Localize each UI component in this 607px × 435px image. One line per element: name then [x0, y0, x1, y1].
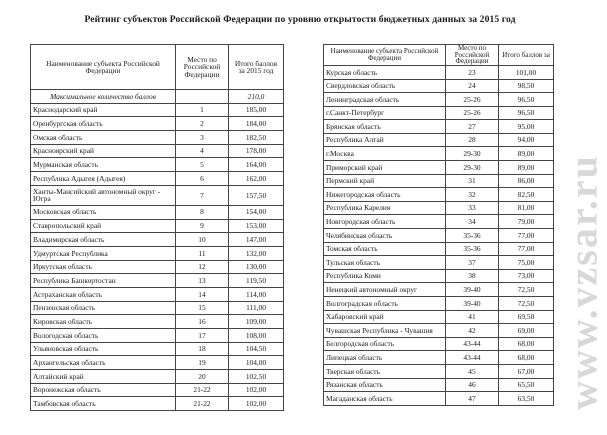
region-place: 41: [446, 310, 499, 324]
table-row: [324, 269, 554, 283]
region-name: Вологодская область: [31, 329, 176, 343]
region-place: 34: [446, 215, 499, 229]
region-score: 157,50: [229, 185, 284, 205]
region-place: 9: [176, 219, 229, 233]
region-place: 35-36: [446, 242, 499, 256]
table-row: [324, 310, 554, 324]
region-score: 79,00: [499, 215, 554, 229]
region-name: Ставропольский край: [31, 219, 176, 233]
table-row: [324, 133, 554, 147]
region-score: 86,00: [499, 174, 554, 188]
region-name: Ненецкий автономный округ: [324, 283, 446, 297]
region-name: Брянская область: [324, 120, 446, 134]
table-row: [324, 215, 554, 229]
region-score: 147,00: [229, 233, 284, 247]
table-row: [324, 188, 554, 202]
region-score: 101,00: [499, 65, 554, 79]
table-row: [324, 351, 554, 365]
region-score: 104,00: [229, 356, 284, 370]
region-score: 184,00: [229, 117, 284, 131]
region-score: 89,00: [499, 147, 554, 161]
region-place: 1: [176, 103, 229, 117]
region-score: 178,00: [229, 144, 284, 158]
region-name: Липецкая область: [324, 351, 446, 365]
region-place: 38: [446, 269, 499, 283]
table-row: [31, 103, 284, 117]
table-row: [324, 283, 554, 297]
region-name: Астраханская область: [31, 287, 176, 301]
region-score: 185,00: [229, 103, 284, 117]
ranking-table-left: [30, 44, 284, 411]
region-name: Удмуртская Республика: [31, 246, 176, 260]
region-place: 43-44: [446, 337, 499, 351]
region-score: 102,50: [229, 370, 284, 384]
max-score-label: Максимальное количество баллов: [31, 90, 176, 104]
table-row: [324, 337, 554, 351]
region-score: 114,00: [229, 287, 284, 301]
region-name: Волгоградская область: [324, 297, 446, 311]
table-row: [31, 246, 284, 260]
region-name: Ульяновская область: [31, 342, 176, 356]
region-place: 4: [176, 144, 229, 158]
region-place: 12: [176, 260, 229, 274]
region-place: 32: [446, 188, 499, 202]
ranking-table-right: [323, 44, 554, 406]
region-score: 104,50: [229, 342, 284, 356]
header-score: Итого баллов за 2015 год: [229, 45, 284, 90]
table-row: [324, 242, 554, 256]
region-place: 43-44: [446, 351, 499, 365]
region-name: Тамбовская область: [31, 397, 176, 411]
region-score: 77,00: [499, 242, 554, 256]
table-row: [324, 93, 554, 107]
region-name: Оренбургская область: [31, 117, 176, 131]
table-row: [31, 329, 284, 343]
region-place: 29-30: [446, 147, 499, 161]
region-place: 46: [446, 378, 499, 392]
region-score: 108,00: [229, 329, 284, 343]
region-name: Чувашская Республика - Чувашия: [324, 324, 446, 338]
region-name: Республика Коми: [324, 269, 446, 283]
table-header-row: [31, 45, 284, 90]
region-place: 7: [176, 185, 229, 205]
region-place: 27: [446, 120, 499, 134]
region-name: Красноярский край: [31, 144, 176, 158]
region-place: 39-40: [446, 297, 499, 311]
region-place: 33: [446, 201, 499, 215]
region-score: 102,00: [229, 383, 284, 397]
region-score: 162,00: [229, 172, 284, 186]
table-row: [324, 256, 554, 270]
table-row: [31, 397, 284, 411]
table-row: [324, 106, 554, 120]
region-score: 154,00: [229, 205, 284, 219]
region-name: Республика Адыгея (Адыгея): [31, 172, 176, 186]
region-score: 68,00: [499, 351, 554, 365]
region-name: Мурманская область: [31, 158, 176, 172]
region-name: Пензенская область: [31, 301, 176, 315]
region-score: 132,00: [229, 246, 284, 260]
region-place: 21-22: [176, 397, 229, 411]
max-score-value: 210,0: [229, 90, 284, 104]
region-place: 14: [176, 287, 229, 301]
region-place: 24: [446, 79, 499, 93]
region-score: 75,00: [499, 256, 554, 270]
region-name: Хабаровский край: [324, 310, 446, 324]
table-row: [31, 356, 284, 370]
region-place: 5: [176, 158, 229, 172]
header-place: Место по Российской Федерации: [446, 45, 499, 66]
table-row: [324, 120, 554, 134]
table-row: [31, 219, 284, 233]
region-score: 130,00: [229, 260, 284, 274]
table-row: [324, 65, 554, 79]
table-row: [324, 324, 554, 338]
region-place: 16: [176, 315, 229, 329]
region-name: Приморский край: [324, 161, 446, 175]
region-score: 67,00: [499, 364, 554, 378]
table-row: [31, 301, 284, 315]
region-place: 19: [176, 356, 229, 370]
table-row: [31, 131, 284, 145]
region-place: 2: [176, 117, 229, 131]
table-row: [31, 158, 284, 172]
header-place: Место по Российской Федерации: [176, 45, 229, 90]
region-place: 28: [446, 133, 499, 147]
region-score: 153,00: [229, 219, 284, 233]
table-row: [31, 370, 284, 384]
region-place: 8: [176, 205, 229, 219]
region-score: 119,50: [229, 274, 284, 288]
table-row: [324, 201, 554, 215]
region-score: 96,50: [499, 106, 554, 120]
table-row: [31, 144, 284, 158]
table-row: [324, 392, 554, 406]
region-place: 35-36: [446, 229, 499, 243]
region-score: 72,50: [499, 283, 554, 297]
region-place: 6: [176, 172, 229, 186]
region-place: 25-26: [446, 93, 499, 107]
region-name: Республика Башкортостан: [31, 274, 176, 288]
region-name: г.Санкт-Петербург: [324, 106, 446, 120]
table-row: [31, 383, 284, 397]
region-score: 81,00: [499, 201, 554, 215]
max-score-row: [31, 90, 284, 104]
table-row: [31, 117, 284, 131]
table-row: [324, 174, 554, 188]
region-score: 182,50: [229, 131, 284, 145]
region-name: Алтайский край: [31, 370, 176, 384]
region-name: Свердловская область: [324, 79, 446, 93]
region-name: г.Москва: [324, 147, 446, 161]
region-place: 10: [176, 233, 229, 247]
region-score: 73,00: [499, 269, 554, 283]
table-row: [31, 233, 284, 247]
watermark: [560, 132, 606, 432]
region-score: 69,00: [499, 324, 554, 338]
table-row: [31, 185, 284, 205]
region-name: Ленинградская область: [324, 93, 446, 107]
region-place: 37: [446, 256, 499, 270]
region-name: Магаданская область: [324, 392, 446, 406]
header-name: Наименование субъекта Российской Федерации: [324, 45, 446, 66]
region-name: Архангельская область: [31, 356, 176, 370]
region-place: 3: [176, 131, 229, 145]
region-name: Республика Алтай: [324, 133, 446, 147]
region-name: Краснодарский край: [31, 103, 176, 117]
region-place: 29-30: [446, 161, 499, 175]
region-name: Республика Карелия: [324, 201, 446, 215]
region-score: 69,50: [499, 310, 554, 324]
region-name: Рязанская область: [324, 378, 446, 392]
region-place: 39-40: [446, 283, 499, 297]
table-row: [31, 342, 284, 356]
header-score: Итого баллов за: [499, 45, 554, 66]
region-score: 111,00: [229, 301, 284, 315]
region-score: 89,00: [499, 161, 554, 175]
table-row: [31, 287, 284, 301]
region-place: 20: [176, 370, 229, 384]
region-place: 15: [176, 301, 229, 315]
region-score: 65,50: [499, 378, 554, 392]
region-name: Кировская область: [31, 315, 176, 329]
region-place: 13: [176, 274, 229, 288]
region-place: 23: [446, 65, 499, 79]
region-name: Владимирская область: [31, 233, 176, 247]
region-place: 31: [446, 174, 499, 188]
region-name: Тульская область: [324, 256, 446, 270]
table-row: [324, 229, 554, 243]
watermark-text: www.vzsar.ru: [560, 154, 606, 410]
table-row: [324, 364, 554, 378]
region-name: Курская область: [324, 65, 446, 79]
region-name: Челябинская область: [324, 229, 446, 243]
region-score: 98,50: [499, 79, 554, 93]
region-name: Новгородская область: [324, 215, 446, 229]
region-name: Московская область: [31, 205, 176, 219]
region-score: 95,00: [499, 120, 554, 134]
region-place: 47: [446, 392, 499, 406]
region-place: 11: [176, 246, 229, 260]
table-row: [324, 161, 554, 175]
region-name: Нижегородская область: [324, 188, 446, 202]
region-place: 42: [446, 324, 499, 338]
region-score: 68,00: [499, 337, 554, 351]
region-name: Ханты-Мансийский автономный округ - Югра: [31, 185, 176, 205]
region-score: 96,50: [499, 93, 554, 107]
region-name: Пермский край: [324, 174, 446, 188]
region-place: 18: [176, 342, 229, 356]
table-row: [31, 205, 284, 219]
region-name: Воронежская область: [31, 383, 176, 397]
table-row: [324, 378, 554, 392]
region-name: Тверская область: [324, 364, 446, 378]
region-name: Томская область: [324, 242, 446, 256]
region-score: 164,00: [229, 158, 284, 172]
region-score: 94,00: [499, 133, 554, 147]
region-score: 72,50: [499, 297, 554, 311]
region-place: 21-22: [176, 383, 229, 397]
table-row: [324, 147, 554, 161]
region-name: Иркутская область: [31, 260, 176, 274]
region-score: 102,00: [229, 397, 284, 411]
region-name: Белгородская область: [324, 337, 446, 351]
region-place: 25-26: [446, 106, 499, 120]
page-title: Рейтинг субъектов Российской Федерации по уровню открытости бюджетных данных за 2015 год: [84, 14, 516, 25]
region-name: Омская область: [31, 131, 176, 145]
table-row: [31, 315, 284, 329]
table-header-row: [324, 45, 554, 66]
region-score: 63,50: [499, 392, 554, 406]
header-name: Наименование субъекта Российской Федерации: [31, 45, 176, 90]
region-score: 77,00: [499, 229, 554, 243]
table-row: [31, 172, 284, 186]
region-score: 82,50: [499, 188, 554, 202]
table-row: [324, 297, 554, 311]
table-row: [324, 79, 554, 93]
region-score: 109,00: [229, 315, 284, 329]
region-place: 17: [176, 329, 229, 343]
table-row: [31, 274, 284, 288]
region-place: 45: [446, 364, 499, 378]
table-row: [31, 260, 284, 274]
